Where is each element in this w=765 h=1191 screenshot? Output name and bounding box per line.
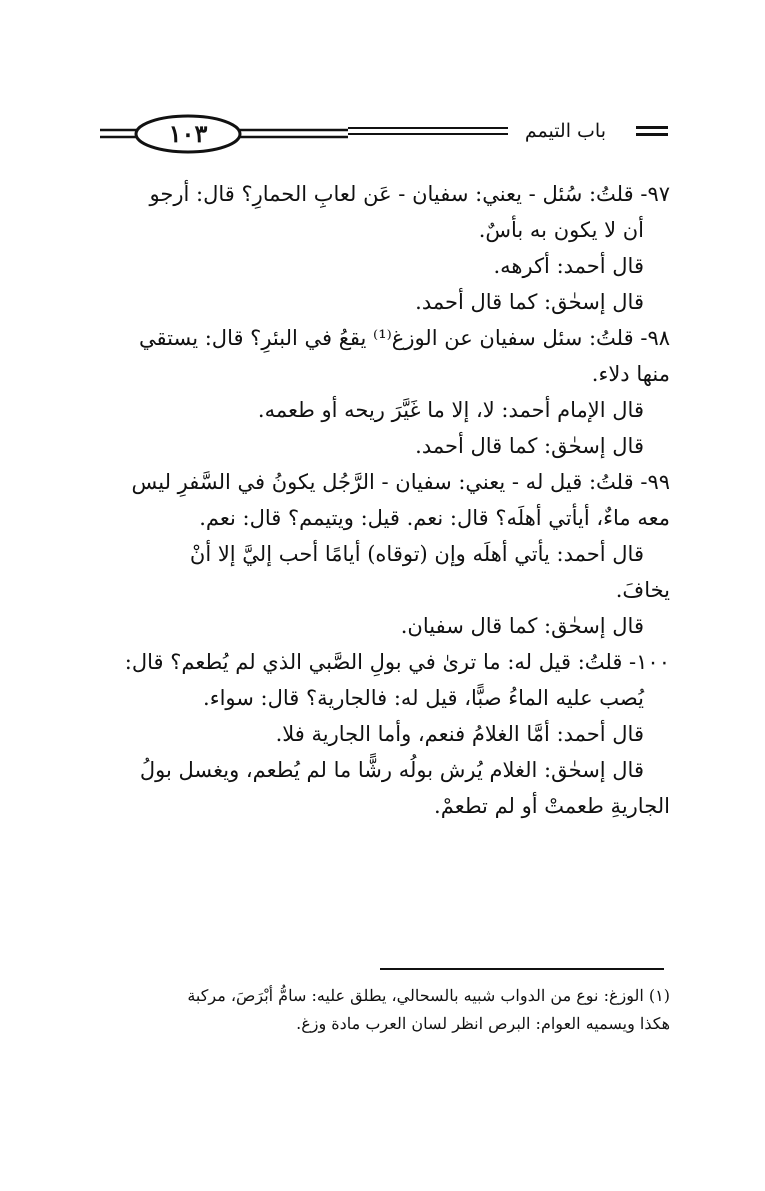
chapter-title: باب التيمم [524,120,606,142]
text-line: قال إسحٰق: كما قال أحمد. [415,290,644,314]
text-line: قال أحمد: أكرهه. [493,254,644,278]
text-line: ١٠٠- قلتُ: قيل له: ما ترىٰ في بولِ الصَّبي الذي لم يُطعم؟ قال: [124,650,670,674]
main-text [98,176,670,824]
text-line: ٩٩- قلتُ: قيل له - يعني: سفيان - الرَّجُل يكونُ في السَّفرِ ليس [131,470,670,494]
text-line: يُصب عليه الماءُ صبًّا، قيل له: فالجارية؟ قال: سواء. [203,686,644,710]
text-line: معه ماءٌ، أيأتي أهلَه؟ قال: نعم. قيل: ويتيمم؟ قال: نعم. [199,506,670,530]
footnote-separator [380,968,664,970]
text-line: الجاريةِ طعمتْ أو لم تطعمْ. [434,794,670,818]
text-line: أن لا يكون به بأسٌ. [478,218,644,242]
text-line: قال إسحٰق: كما قال أحمد. [415,434,644,458]
text-line: يخافَ. [615,578,670,602]
text-line: منها دلاء. [591,362,670,386]
text-line: ٩٧- قلتُ: سُئل - يعني: سفيان - عَن لعابِ الحمارِ؟ قال: أرجو [149,182,670,206]
footnote-line: (١) الوزغ: نوع من الدواب شبيه بالسحالي، يطلق عليه: سامُّ أبْرَصَ، مركبة [187,986,670,1005]
footnotes [98,982,670,1038]
footnote-line: هكذا ويسميه العوام: البرص انظر لسان العرب مادة وزغ. [296,1014,670,1033]
page-header [98,112,668,156]
page-number: ١٠٣ [168,119,208,148]
header-mark [636,126,668,138]
text-line: ٩٨- قلتُ: سئل سفيان عن الوزغ⁽¹⁾ يقعُ في البئرِ؟ قال: يستقي [139,326,670,350]
text-line: قال أحمد: يأتي أهلَه وإن (توقاه) أيامًا أحب إليَّ إلا أنْ [189,542,644,566]
text-line: قال إسحٰق: كما قال سفيان. [400,614,644,638]
text-line: قال إسحٰق: الغلام يُرش بولُه رشًّا ما لم يُطعم، ويغسل بولُ [139,758,644,782]
page-number-ornament [98,112,348,156]
text-line: قال الإمام أحمد: لا، إلا ما غَيَّرَ ريحه أو طعمه. [257,398,644,422]
header-divider [348,127,508,139]
text-line: قال أحمد: أمَّا الغلامُ فنعم، وأما الجارية فلا. [275,722,644,746]
